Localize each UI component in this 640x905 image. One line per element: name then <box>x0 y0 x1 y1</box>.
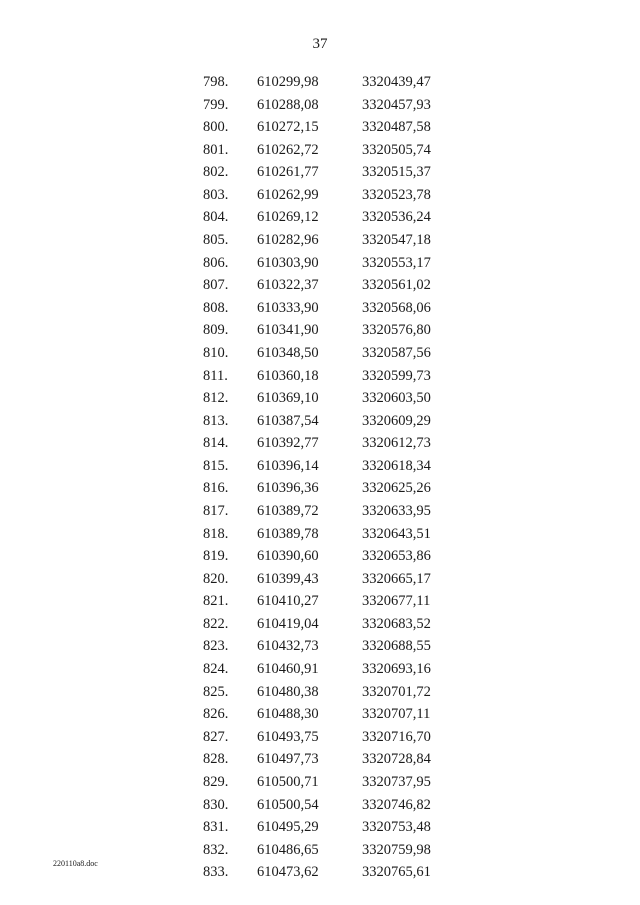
x-coordinate-cell: 610432,73 <box>257 638 319 655</box>
page-number: 37 <box>312 36 328 52</box>
x-coordinate-cell: 610299,98 <box>257 74 319 90</box>
x-coordinate-cell: 610493,75 <box>257 728 319 745</box>
point-number-cell: 823. <box>203 638 229 655</box>
y-coordinate-cell: 3320561,02 <box>362 277 431 294</box>
y-coordinate-cell: 3320487,58 <box>362 119 431 136</box>
point-number-cell: 809. <box>203 322 229 339</box>
point-number-cell: 816. <box>203 480 229 497</box>
point-number-cell: 812. <box>203 390 229 407</box>
table-row <box>203 523 442 546</box>
point-number-cell: 798. <box>203 74 229 90</box>
x-coordinate-cell: 610419,04 <box>257 615 319 632</box>
x-coordinate-cell: 610390,60 <box>257 548 319 565</box>
x-coordinate-cell: 610396,36 <box>257 480 319 497</box>
table-row <box>203 274 442 297</box>
table-row <box>203 252 442 275</box>
point-number-cell: 820. <box>203 570 229 587</box>
x-coordinate-cell: 610392,77 <box>257 435 319 452</box>
point-number-cell: 821. <box>203 593 229 610</box>
point-number-cell: 799. <box>203 96 229 113</box>
table-row <box>203 568 442 591</box>
table-row <box>203 771 442 794</box>
y-coordinate-cell: 3320728,84 <box>362 751 431 768</box>
table-row <box>203 432 442 455</box>
table-row <box>203 658 442 681</box>
table-row <box>203 681 442 704</box>
table-row <box>203 116 442 139</box>
x-coordinate-cell: 610333,90 <box>257 299 319 316</box>
table-row <box>203 816 442 839</box>
point-number-cell: 813. <box>203 412 229 429</box>
x-coordinate-cell: 610322,37 <box>257 277 319 294</box>
x-coordinate-cell: 610495,29 <box>257 819 319 836</box>
x-coordinate-cell: 610460,91 <box>257 661 319 678</box>
x-coordinate-cell: 610303,90 <box>257 254 319 271</box>
table-row <box>203 161 442 184</box>
y-coordinate-cell: 3320693,16 <box>362 661 431 678</box>
table-row <box>203 861 442 884</box>
x-coordinate-cell: 610389,78 <box>257 525 319 542</box>
y-coordinate-cell: 3320439,47 <box>362 74 431 90</box>
y-coordinate-cell: 3320746,82 <box>362 796 431 813</box>
table-row <box>203 455 442 478</box>
y-coordinate-cell: 3320716,70 <box>362 728 431 745</box>
coordinates-table-body <box>203 71 442 884</box>
point-number-cell: 805. <box>203 232 229 249</box>
table-row <box>203 477 442 500</box>
y-coordinate-cell: 3320599,73 <box>362 367 431 384</box>
y-coordinate-cell: 3320633,95 <box>362 502 431 519</box>
point-number-cell: 831. <box>203 819 229 836</box>
point-number-cell: 827. <box>203 728 229 745</box>
y-coordinate-cell: 3320688,55 <box>362 638 431 655</box>
x-coordinate-cell: 610272,15 <box>257 119 319 136</box>
table-row <box>203 229 442 252</box>
table-row <box>203 139 442 162</box>
point-number-cell: 817. <box>203 502 229 519</box>
x-coordinate-cell: 610486,65 <box>257 841 319 858</box>
y-coordinate-cell: 3320643,51 <box>362 525 431 542</box>
y-coordinate-cell: 3320505,74 <box>362 141 431 158</box>
table-row <box>203 184 442 207</box>
y-coordinate-cell: 3320677,11 <box>362 593 431 610</box>
table-row <box>203 387 442 410</box>
footer-filename: 220110a8.doc <box>53 859 98 868</box>
table-row <box>203 319 442 342</box>
table-row <box>203 545 442 568</box>
y-coordinate-cell: 3320523,78 <box>362 186 431 203</box>
table-row <box>203 635 442 658</box>
point-number-cell: 826. <box>203 706 229 723</box>
table-row <box>203 206 442 229</box>
point-number-cell: 829. <box>203 773 229 790</box>
x-coordinate-cell: 610341,90 <box>257 322 319 339</box>
point-number-cell: 824. <box>203 661 229 678</box>
x-coordinate-cell: 610387,54 <box>257 412 319 429</box>
y-coordinate-cell: 3320603,50 <box>362 390 431 407</box>
x-coordinate-cell: 610288,08 <box>257 96 319 113</box>
point-number-cell: 832. <box>203 841 229 858</box>
table-row <box>203 71 442 94</box>
y-coordinate-cell: 3320701,72 <box>362 683 431 700</box>
y-coordinate-cell: 3320665,17 <box>362 570 431 587</box>
y-coordinate-cell: 3320553,17 <box>362 254 431 271</box>
x-coordinate-cell: 610480,38 <box>257 683 319 700</box>
table-row <box>203 703 442 726</box>
point-number-cell: 811. <box>203 367 228 384</box>
x-coordinate-cell: 610360,18 <box>257 367 319 384</box>
y-coordinate-cell: 3320587,56 <box>362 344 431 361</box>
point-number-cell: 825. <box>203 683 229 700</box>
x-coordinate-cell: 610369,10 <box>257 390 319 407</box>
y-coordinate-cell: 3320609,29 <box>362 412 431 429</box>
x-coordinate-cell: 610500,54 <box>257 796 319 813</box>
x-coordinate-cell: 610261,77 <box>257 164 319 181</box>
table-row <box>203 365 442 388</box>
x-coordinate-cell: 610262,72 <box>257 141 319 158</box>
y-coordinate-cell: 3320683,52 <box>362 615 431 632</box>
y-coordinate-cell: 3320765,61 <box>362 864 431 881</box>
y-coordinate-cell: 3320612,73 <box>362 435 431 452</box>
x-coordinate-cell: 610410,27 <box>257 593 319 610</box>
point-number-cell: 833. <box>203 864 229 881</box>
table-row <box>203 410 442 433</box>
table-row <box>203 726 442 749</box>
y-coordinate-cell: 3320547,18 <box>362 232 431 249</box>
point-number-cell: 815. <box>203 457 229 474</box>
point-number-cell: 818. <box>203 525 229 542</box>
point-number-cell: 819. <box>203 548 229 565</box>
table-row <box>203 342 442 365</box>
x-coordinate-cell: 610399,43 <box>257 570 319 587</box>
y-coordinate-cell: 3320759,98 <box>362 841 431 858</box>
point-number-cell: 810. <box>203 344 229 361</box>
table-row <box>203 839 442 862</box>
x-coordinate-cell: 610500,71 <box>257 773 319 790</box>
y-coordinate-cell: 3320515,37 <box>362 164 431 181</box>
table-row <box>203 500 442 523</box>
point-number-cell: 822. <box>203 615 229 632</box>
y-coordinate-cell: 3320568,06 <box>362 299 431 316</box>
x-coordinate-cell: 610389,72 <box>257 502 319 519</box>
point-number-cell: 814. <box>203 435 229 452</box>
point-number-cell: 800. <box>203 119 229 136</box>
table-row <box>203 297 442 320</box>
point-number-cell: 801. <box>203 141 229 158</box>
x-coordinate-cell: 610282,96 <box>257 232 319 249</box>
table-row <box>203 590 442 613</box>
y-coordinate-cell: 3320625,26 <box>362 480 431 497</box>
point-number-cell: 828. <box>203 751 229 768</box>
y-coordinate-cell: 3320457,93 <box>362 96 431 113</box>
y-coordinate-cell: 3320618,34 <box>362 457 431 474</box>
point-number-cell: 830. <box>203 796 229 813</box>
point-number-cell: 807. <box>203 277 229 294</box>
table-row <box>203 794 442 817</box>
point-number-cell: 802. <box>203 164 229 181</box>
y-coordinate-cell: 3320576,80 <box>362 322 431 339</box>
y-coordinate-cell: 3320753,48 <box>362 819 431 836</box>
x-coordinate-cell: 610396,14 <box>257 457 319 474</box>
y-coordinate-cell: 3320653,86 <box>362 548 431 565</box>
table-row <box>203 613 442 636</box>
x-coordinate-cell: 610473,62 <box>257 864 319 881</box>
x-coordinate-cell: 610488,30 <box>257 706 319 723</box>
point-number-cell: 808. <box>203 299 229 316</box>
coordinates-table <box>203 71 442 884</box>
x-coordinate-cell: 610269,12 <box>257 209 319 226</box>
x-coordinate-cell: 610348,50 <box>257 344 319 361</box>
point-number-cell: 804. <box>203 209 229 226</box>
y-coordinate-cell: 3320536,24 <box>362 209 431 226</box>
x-coordinate-cell: 610497,73 <box>257 751 319 768</box>
table-row <box>203 94 442 117</box>
y-coordinate-cell: 3320737,95 <box>362 773 431 790</box>
point-number-cell: 803. <box>203 186 229 203</box>
y-coordinate-cell: 3320707,11 <box>362 706 431 723</box>
point-number-cell: 806. <box>203 254 229 271</box>
x-coordinate-cell: 610262,99 <box>257 186 319 203</box>
table-row <box>203 748 442 771</box>
